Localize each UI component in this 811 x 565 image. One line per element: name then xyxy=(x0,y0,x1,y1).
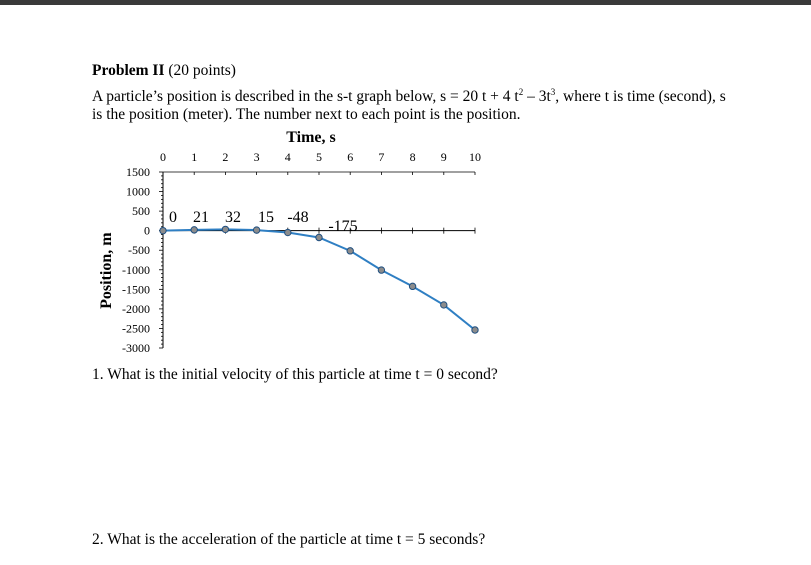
data-point xyxy=(285,229,291,235)
data-label: 15 xyxy=(258,209,274,226)
x-tick-label: 6 xyxy=(347,150,354,164)
data-label: -48 xyxy=(287,209,309,226)
y-axis-label: Position, m xyxy=(98,232,115,309)
data-point xyxy=(253,227,259,233)
y-tick-label: 0 xyxy=(144,223,150,238)
x-tick-label: 8 xyxy=(409,150,416,164)
x-tick-label: 1 xyxy=(191,150,198,164)
y-tick-label: 1000 xyxy=(126,184,150,199)
data-point xyxy=(222,226,228,232)
y-tick-label: -500 xyxy=(128,243,150,258)
x-tick-label: 7 xyxy=(378,150,385,164)
description-text-1: A particle’s position is described in the s-t graph below, s = 20 t + 4 t xyxy=(92,88,519,105)
data-point xyxy=(409,283,415,289)
y-tick-label: -2500 xyxy=(122,321,150,336)
problem-heading-points: (20 points) xyxy=(164,62,236,79)
x-tick-label: 10 xyxy=(469,150,481,164)
x-tick-label: 9 xyxy=(440,150,447,164)
x-tick-label: 0 xyxy=(160,150,166,164)
data-point xyxy=(378,267,384,273)
data-label: 21 xyxy=(193,209,209,226)
y-tick-label: -2000 xyxy=(122,301,150,316)
x-tick-label: 5 xyxy=(316,150,322,164)
x-tick-label: 3 xyxy=(253,150,260,164)
question-2: 2. What is the acceleration of the particle at time t = 5 seconds? xyxy=(92,531,486,548)
y-tick-label: -1000 xyxy=(122,262,150,277)
series-line xyxy=(163,229,475,330)
data-point xyxy=(441,302,447,308)
data-point xyxy=(316,234,322,240)
data-label: -175 xyxy=(328,218,358,235)
y-tick-label: -3000 xyxy=(122,341,150,355)
y-tick-label: 500 xyxy=(132,204,150,219)
question-1: 1. What is the initial velocity of this particle at time t = 0 second? xyxy=(92,366,498,383)
description-text-2: – 3t xyxy=(523,88,551,105)
data-point xyxy=(472,327,478,333)
y-tick-label: 1500 xyxy=(126,165,150,179)
description-text-3: , where t is time (second), s is the position (meter). The number next to each point is the position. xyxy=(92,88,726,123)
data-label: 32 xyxy=(225,209,241,226)
x-tick-label: 2 xyxy=(222,150,229,164)
exponent-3: 3 xyxy=(550,87,556,97)
chart-title: Time, s xyxy=(286,129,336,146)
x-tick-label: 4 xyxy=(284,150,291,164)
data-label: 0 xyxy=(169,209,177,226)
data-point xyxy=(160,227,166,233)
y-tick-label: -1500 xyxy=(122,282,150,297)
data-point xyxy=(191,227,197,233)
data-point xyxy=(347,248,353,254)
problem-heading-title: Problem II xyxy=(92,62,165,79)
exponent-2: 2 xyxy=(518,87,524,97)
